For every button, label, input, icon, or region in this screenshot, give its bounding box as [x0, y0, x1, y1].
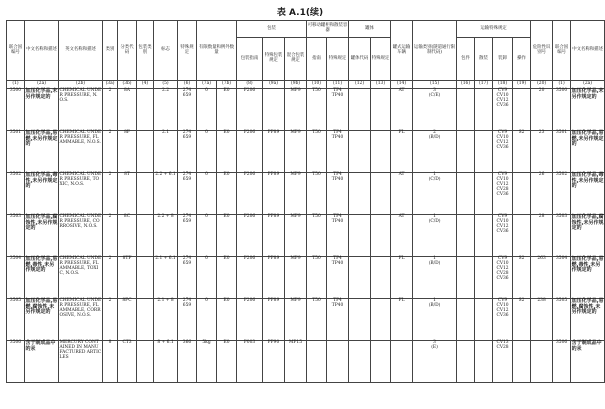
column-number: (13) — [371, 81, 391, 89]
bulk-cell — [475, 131, 493, 173]
package-cell — [457, 341, 475, 383]
packing-group-cell — [137, 173, 154, 215]
vehicle-cell: FL — [391, 257, 413, 299]
packing-group-cell — [137, 215, 154, 257]
column-number: (20) — [531, 81, 553, 89]
column-number: (2b) — [59, 81, 103, 89]
bulk-cell — [475, 257, 493, 299]
tunnel-code-value: (B/D) — [428, 134, 441, 140]
bulk-cell — [475, 341, 493, 383]
packing-group-cell — [137, 257, 154, 299]
excepted-qty-cell: E0 — [217, 341, 237, 383]
tank-special-2-cell — [371, 173, 391, 215]
table-row — [7, 131, 605, 173]
special-packing-cell: PP90 — [263, 341, 285, 383]
labels-cell: 2.2 + 8 — [154, 215, 178, 257]
column-number: (1) — [553, 81, 571, 89]
column-number: (15) — [413, 81, 457, 89]
operation-cell — [513, 89, 531, 131]
column-number: (18) — [493, 81, 513, 89]
class-code-cell: 8A — [118, 89, 137, 131]
header-vehicle-tank: 罐体 — [349, 21, 391, 38]
excepted-qty-cell: E0 — [217, 257, 237, 299]
table-body — [7, 89, 605, 383]
name-cn-repeat-cell: 加压化学品,易燃,腐蚀性,未另作规定的 — [571, 299, 605, 341]
mixed-packing-cell: MP9 — [285, 173, 307, 215]
loading-cell: CV9 CV10 CV12 CV36 — [493, 89, 513, 131]
tank-special-cell: TP4 TP40 — [327, 89, 349, 131]
column-number: (6) — [178, 81, 197, 89]
packing-group-cell — [137, 131, 154, 173]
bulk-cell — [475, 89, 493, 131]
transport-category-value: 1 — [433, 256, 436, 261]
un-no-cell: 3506 — [7, 341, 25, 383]
class-code-cell: 8TF — [118, 257, 137, 299]
header-operation: 操作 — [513, 38, 531, 81]
excepted-qty-cell: E0 — [217, 215, 237, 257]
hazard-id-cell — [531, 341, 553, 383]
transport-category-cell — [413, 341, 457, 383]
class-code-cell: 8C — [118, 215, 137, 257]
operation-cell: S2 — [513, 299, 531, 341]
column-number: (8) — [237, 81, 263, 89]
un-no-repeat-cell: 3502 — [553, 173, 571, 215]
class-cell: 2 — [103, 257, 118, 299]
un-no-cell: 3503 — [7, 215, 25, 257]
transport-category-cell — [413, 299, 457, 341]
name-cn-cell: 加压化学品,易燃,未另作规定的 — [25, 131, 59, 173]
transport-category-cell — [413, 89, 457, 131]
special-packing-cell: PP89 — [263, 215, 285, 257]
tank-instruction-cell: T50 — [307, 299, 327, 341]
loading-cell: CV9 CV10 CV12 CV36 — [493, 131, 513, 173]
name-en-cell: CHEMICAL UNDER PRESSURE, FLAMMABLE, TOXIC, N.O.S. — [59, 257, 103, 299]
hazard-id-cell: 20 — [531, 89, 553, 131]
tank-special-2-cell — [371, 131, 391, 173]
column-number: (5) — [154, 81, 178, 89]
transport-category-cell — [413, 173, 457, 215]
vehicle-cell: AT — [391, 173, 413, 215]
bulk-cell — [475, 299, 493, 341]
column-number: (19) — [513, 81, 531, 89]
labels-cell: 8 + 6.1 — [154, 341, 178, 383]
un-no-cell: 3500 — [7, 89, 25, 131]
mixed-packing-cell: MP9 — [285, 215, 307, 257]
class-code-cell: 8F — [118, 131, 137, 173]
limited-qty-cell: 0 — [197, 215, 217, 257]
package-cell — [457, 299, 475, 341]
vehicle-cell: AT — [391, 89, 413, 131]
package-cell — [457, 215, 475, 257]
header-tank-instruction: 指南 — [307, 38, 327, 81]
packing-instruction-cell: P206 — [237, 257, 263, 299]
mixed-packing-cell: MP9 — [285, 257, 307, 299]
table-row — [7, 173, 605, 215]
tank-instruction-cell: T50 — [307, 173, 327, 215]
header-tank-code: 罐体代码 — [349, 38, 371, 81]
operation-cell: S2 — [513, 257, 531, 299]
tank-code-cell — [349, 131, 371, 173]
column-number: (11) — [327, 81, 349, 89]
tank-code-cell — [349, 173, 371, 215]
column-number: (9b) — [285, 81, 307, 89]
tank-special-2-cell — [371, 257, 391, 299]
tank-special-cell: TP4 TP40 — [327, 215, 349, 257]
class-cell: 2 — [103, 131, 118, 173]
limited-qty-cell: 0 — [197, 89, 217, 131]
class-cell: 2 — [103, 299, 118, 341]
package-cell — [457, 131, 475, 173]
column-number: (9a) — [263, 81, 285, 89]
packing-instruction-cell: P206 — [237, 131, 263, 173]
class-cell: 2 — [103, 173, 118, 215]
name-cn-repeat-cell: 含于制成品中的汞 — [571, 341, 605, 383]
header-class: 类别 — [103, 21, 118, 81]
labels-cell: 2.1 — [154, 131, 178, 173]
special-packing-cell: PP89 — [263, 131, 285, 173]
header-mixed-packing: 混合包装规定 — [285, 38, 307, 81]
name-cn-cell: 加压化学品,腐蚀性,未另作规定的 — [25, 215, 59, 257]
header-tank-special-2: 特殊规定 — [371, 38, 391, 81]
un-no-repeat-cell: 3500 — [553, 89, 571, 131]
class-code-cell: CT3 — [118, 341, 137, 383]
un-no-repeat-cell: 3506 — [553, 341, 571, 383]
special-packing-cell: PP89 — [263, 173, 285, 215]
excepted-qty-cell: E0 — [217, 131, 237, 173]
tunnel-code-value: (C/D) — [428, 218, 441, 224]
transport-category-cell — [413, 215, 457, 257]
tank-special-cell: TP4 TP40 — [327, 173, 349, 215]
mixed-packing-cell: MP9 — [285, 299, 307, 341]
table-row — [7, 341, 605, 383]
tank-special-2-cell — [371, 341, 391, 383]
name-cn-repeat-cell: 加压化学品,易燃,毒性,未另作规定的 — [571, 257, 605, 299]
tank-code-cell — [349, 89, 371, 131]
loading-cell: CV9 CV10 CV12 CV36 — [493, 215, 513, 257]
class-code-cell: 8FC — [118, 299, 137, 341]
column-number: (4) — [137, 81, 154, 89]
operation-cell — [513, 215, 531, 257]
labels-cell: 2.2 + 6.1 — [154, 173, 178, 215]
table-row — [7, 257, 605, 299]
dangerous-goods-table — [6, 20, 605, 383]
header-loading: 装卸 — [493, 38, 513, 81]
header-packing-group: 包装类别 — [137, 21, 154, 81]
table-row — [7, 299, 605, 341]
header-labels: 标志 — [154, 21, 178, 81]
header-special-packing: 特殊包装规定 — [263, 38, 285, 81]
un-no-cell: 3502 — [7, 173, 25, 215]
column-number: (14) — [391, 81, 413, 89]
hazard-id-cell: 26 — [531, 173, 553, 215]
name-cn-cell: 加压化学品,易燃,腐蚀性,未另作规定的 — [25, 299, 59, 341]
header-name-cn: 中文名称和描述 — [25, 21, 59, 81]
name-cn-cell: 加压化学品,毒性,未另作规定的 — [25, 173, 59, 215]
header-limited-excepted: 有限数量和例外数量 — [197, 21, 237, 81]
packing-instruction-cell: P206 — [237, 215, 263, 257]
table-row — [7, 215, 605, 257]
tank-code-cell — [349, 257, 371, 299]
class-code-cell: 8T — [118, 173, 137, 215]
tunnel-code-value: (B/D) — [428, 302, 441, 308]
tank-special-cell — [327, 341, 349, 383]
header-transport-category: 运输类别(隧道通行限制代码) — [413, 21, 457, 81]
header-packaging: 包装 — [237, 21, 307, 38]
special-packing-cell: PP89 — [263, 257, 285, 299]
limited-qty-cell: 0 — [197, 173, 217, 215]
vehicle-cell: AT — [391, 215, 413, 257]
bulk-cell — [475, 215, 493, 257]
loading-cell: CV9 CV10 CV12 CV28 CV36 — [493, 173, 513, 215]
name-cn-cell: 含于制成品中的汞 — [25, 341, 59, 383]
tunnel-code-value: (E) — [431, 344, 438, 350]
tank-special-2-cell — [371, 299, 391, 341]
hazard-id-cell: 23 — [531, 131, 553, 173]
bulk-cell — [475, 173, 493, 215]
header-bulk: 散装 — [475, 38, 493, 81]
name-en-cell: CHEMICAL UNDER PRESSURE, CORROSIVE, N.O.S. — [59, 215, 103, 257]
class-cell: 8 — [103, 341, 118, 383]
packing-instruction-cell: P206 — [237, 299, 263, 341]
name-cn-repeat-cell: 加压化学品,易燃,未另作规定的 — [571, 131, 605, 173]
package-cell — [457, 257, 475, 299]
labels-cell: 2.2 — [154, 89, 178, 131]
hazard-id-cell: 238 — [531, 299, 553, 341]
mixed-packing-cell: MP15 — [285, 341, 307, 383]
un-no-repeat-cell: 3503 — [553, 215, 571, 257]
packing-group-cell — [137, 89, 154, 131]
header-un-no-repeat: 联合国编号 — [553, 21, 571, 81]
transport-category-cell — [413, 131, 457, 173]
special-provisions-cell: 274 659 — [178, 299, 197, 341]
tunnel-code-value: (C/D) — [428, 176, 441, 182]
transport-category-value: 1 — [433, 172, 436, 177]
transport-category-value: 2 — [433, 130, 436, 135]
special-provisions-cell: 366 — [178, 341, 197, 383]
column-number: (7a) — [197, 81, 217, 89]
limited-qty-cell: 0 — [197, 257, 217, 299]
hazard-id-cell: 263 — [531, 257, 553, 299]
transport-category-value: 3 — [433, 88, 436, 93]
un-no-repeat-cell: 3501 — [553, 131, 571, 173]
page-title: 表 A.1(续) — [276, 8, 324, 18]
labels-cell: 2.1 + 8 — [154, 299, 178, 341]
tank-code-cell — [349, 299, 371, 341]
labels-cell: 2.1 + 6.1 — [154, 257, 178, 299]
header-class-code: 分类代码 — [118, 21, 137, 81]
column-number: (17) — [475, 81, 493, 89]
operation-cell — [513, 173, 531, 215]
header-tank-special: 特殊规定 — [327, 38, 349, 81]
name-cn-repeat-cell: 加压化学品,毒性,未另作规定的 — [571, 173, 605, 215]
header-transport-special: 运输特殊规定 — [457, 21, 531, 38]
table-row — [7, 89, 605, 131]
tank-special-cell: TP4 TP40 — [327, 131, 349, 173]
name-en-cell: MERCURY CONTAINED IN MANUFACTURED ARTICLES — [59, 341, 103, 383]
mixed-packing-cell: MP9 — [285, 131, 307, 173]
name-cn-cell: 加压化学品,易燃,毒性,未另作规定的 — [25, 257, 59, 299]
transport-category-value: 1 — [433, 298, 436, 303]
tank-instruction-cell: T50 — [307, 257, 327, 299]
packing-instruction-cell: P206 — [237, 89, 263, 131]
special-packing-cell — [263, 89, 285, 131]
header-name-cn-repeat: 中文名称和描述 — [571, 21, 605, 81]
header-packing-instruction: 包装指南 — [237, 38, 263, 81]
package-cell — [457, 173, 475, 215]
limited-qty-cell: 5kg — [197, 341, 217, 383]
un-no-repeat-cell: 3505 — [553, 299, 571, 341]
vehicle-cell: FL — [391, 131, 413, 173]
column-number: (10) — [307, 81, 327, 89]
tank-special-2-cell — [371, 215, 391, 257]
name-cn-repeat-cell: 加压化学品,未另作规定的 — [571, 89, 605, 131]
header-tanks-group: 可移动罐柜和散装容器 — [307, 21, 349, 38]
un-no-cell: 3505 — [7, 299, 25, 341]
un-no-repeat-cell: 3504 — [553, 257, 571, 299]
tank-instruction-cell: T50 — [307, 215, 327, 257]
package-cell — [457, 89, 475, 131]
name-en-cell: CHEMICAL UNDER PRESSURE, FLAMMABLE, CORROSIVE, N.O.S. — [59, 299, 103, 341]
tank-code-cell — [349, 215, 371, 257]
name-en-cell: CHEMICAL UNDER PRESSURE, FLAMMABLE, N.O.S. — [59, 131, 103, 173]
special-provisions-cell: 274 659 — [178, 173, 197, 215]
operation-cell: S2 — [513, 131, 531, 173]
packing-instruction-cell: P206 — [237, 173, 263, 215]
column-number: (3b) — [118, 81, 137, 89]
un-no-cell: 3501 — [7, 131, 25, 173]
tank-instruction-cell — [307, 341, 327, 383]
tank-special-2-cell — [371, 89, 391, 131]
tunnel-code-value: (C/E) — [428, 92, 441, 98]
header-hazard-id: 危险性识别号 — [531, 21, 553, 81]
tank-special-cell: TP4 TP40 — [327, 257, 349, 299]
mixed-packing-cell: MP9 — [285, 89, 307, 131]
tank-special-cell: TP4 TP40 — [327, 299, 349, 341]
loading-cell: CV9 CV10 CV12 CV28 CV36 — [493, 257, 513, 299]
special-provisions-cell: 274 659 — [178, 257, 197, 299]
header-special-provisions: 特殊规定 — [178, 21, 197, 81]
header-vehicle-for-tank: 罐式运输车辆 — [391, 21, 413, 81]
loading-cell: CV9 CV10 CV12 CV36 — [493, 299, 513, 341]
special-provisions-cell: 274 659 — [178, 131, 197, 173]
special-provisions-cell: 274 659 — [178, 215, 197, 257]
limited-qty-cell: 0 — [197, 299, 217, 341]
special-provisions-cell: 274 659 — [178, 89, 197, 131]
name-cn-repeat-cell: 加压化学品,腐蚀性,未另作规定的 — [571, 215, 605, 257]
tank-instruction-cell: T50 — [307, 131, 327, 173]
column-number: (3a) — [103, 81, 118, 89]
loading-cell: CV13 CV28 — [493, 341, 513, 383]
tank-instruction-cell: T50 — [307, 89, 327, 131]
class-cell: 2 — [103, 215, 118, 257]
tunnel-code-value: (B/D) — [428, 260, 441, 266]
packing-instruction-cell: P003 — [237, 341, 263, 383]
name-en-cell: CHEMICAL UNDER PRESSURE, TOXIC, N.O.S. — [59, 173, 103, 215]
name-en-cell: CHEMICAL UNDER PRESSURE, N.O.S. — [59, 89, 103, 131]
class-cell: 2 — [103, 89, 118, 131]
limited-qty-cell: 0 — [197, 131, 217, 173]
header-un-no: 联合国编号 — [7, 21, 25, 81]
operation-cell — [513, 341, 531, 383]
header-name-en: 英文名称和描述 — [59, 21, 103, 81]
excepted-qty-cell: E0 — [217, 173, 237, 215]
packing-group-cell — [137, 299, 154, 341]
transport-category-value: 3 — [433, 340, 436, 345]
excepted-qty-cell: E0 — [217, 89, 237, 131]
vehicle-cell — [391, 341, 413, 383]
hazard-id-cell: 28 — [531, 215, 553, 257]
packing-group-cell — [137, 341, 154, 383]
transport-category-cell — [413, 257, 457, 299]
excepted-qty-cell: E0 — [217, 299, 237, 341]
column-number: (2a) — [25, 81, 59, 89]
column-number: (1) — [7, 81, 25, 89]
special-packing-cell: PP89 — [263, 299, 285, 341]
column-number: (7b) — [217, 81, 237, 89]
column-number: (2a) — [571, 81, 605, 89]
column-number: (16) — [457, 81, 475, 89]
tank-code-cell — [349, 341, 371, 383]
transport-category-value: 1 — [433, 214, 436, 219]
un-no-cell: 3504 — [7, 257, 25, 299]
column-number: (12) — [349, 81, 371, 89]
name-cn-cell: 加压化学品,未另作规定的 — [25, 89, 59, 131]
vehicle-cell: FL — [391, 299, 413, 341]
header-package: 包件 — [457, 38, 475, 81]
